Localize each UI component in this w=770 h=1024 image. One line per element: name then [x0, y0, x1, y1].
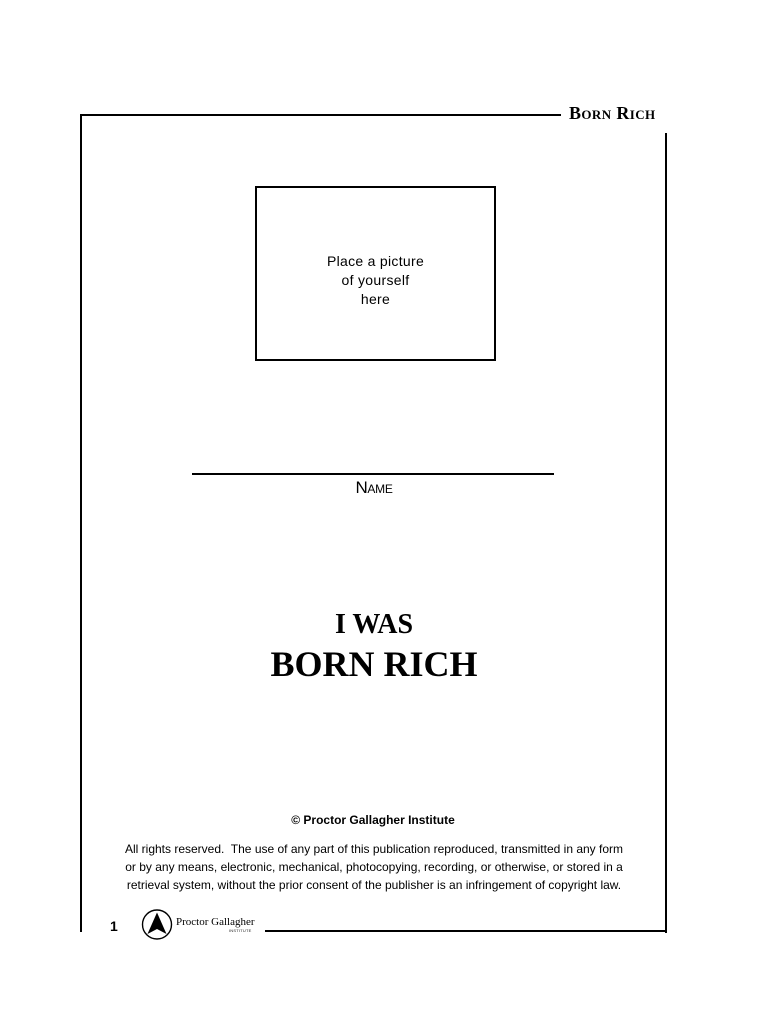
page-title-line-2: BORN RICH	[270, 644, 478, 684]
frame-bottom-rule	[265, 930, 667, 932]
frame-left-rule	[80, 114, 82, 932]
rights-line: or by any means, electronic, mechanical, photocopying, recording, or otherwise, or stored in a	[125, 860, 623, 874]
rights-line: retrieval system, without the prior consent of the publisher is an infringement of copyright law.	[126, 878, 622, 892]
running-header-title: Born Rich	[569, 103, 656, 123]
photo-placeholder-line: of yourself	[341, 272, 410, 288]
frame-right-rule	[665, 133, 667, 933]
name-signature-line[interactable]	[192, 473, 554, 475]
logo-wordmark: Proctor Gallagher	[176, 916, 255, 928]
photo-placeholder-line: Place a picture	[326, 253, 425, 269]
rights-line: All rights reserved. The use of any part of this publication reproduced, transmitted in any form	[124, 842, 624, 856]
photo-placeholder-line: here	[360, 291, 391, 307]
page-number: 1	[110, 918, 118, 934]
photo-placeholder-box[interactable]	[255, 186, 496, 361]
copyright-notice: © Proctor Gallagher Institute	[291, 813, 455, 827]
name-field-label: Name	[355, 478, 393, 497]
photo-placeholder-text	[257, 252, 494, 309]
rights-paragraph	[95, 840, 653, 894]
page-title-line-1: I WAS	[334, 609, 414, 640]
logo-subtitle: INSTITUTE	[229, 928, 252, 933]
triangle-in-circle-icon	[141, 908, 173, 941]
frame-top-rule	[80, 114, 561, 116]
